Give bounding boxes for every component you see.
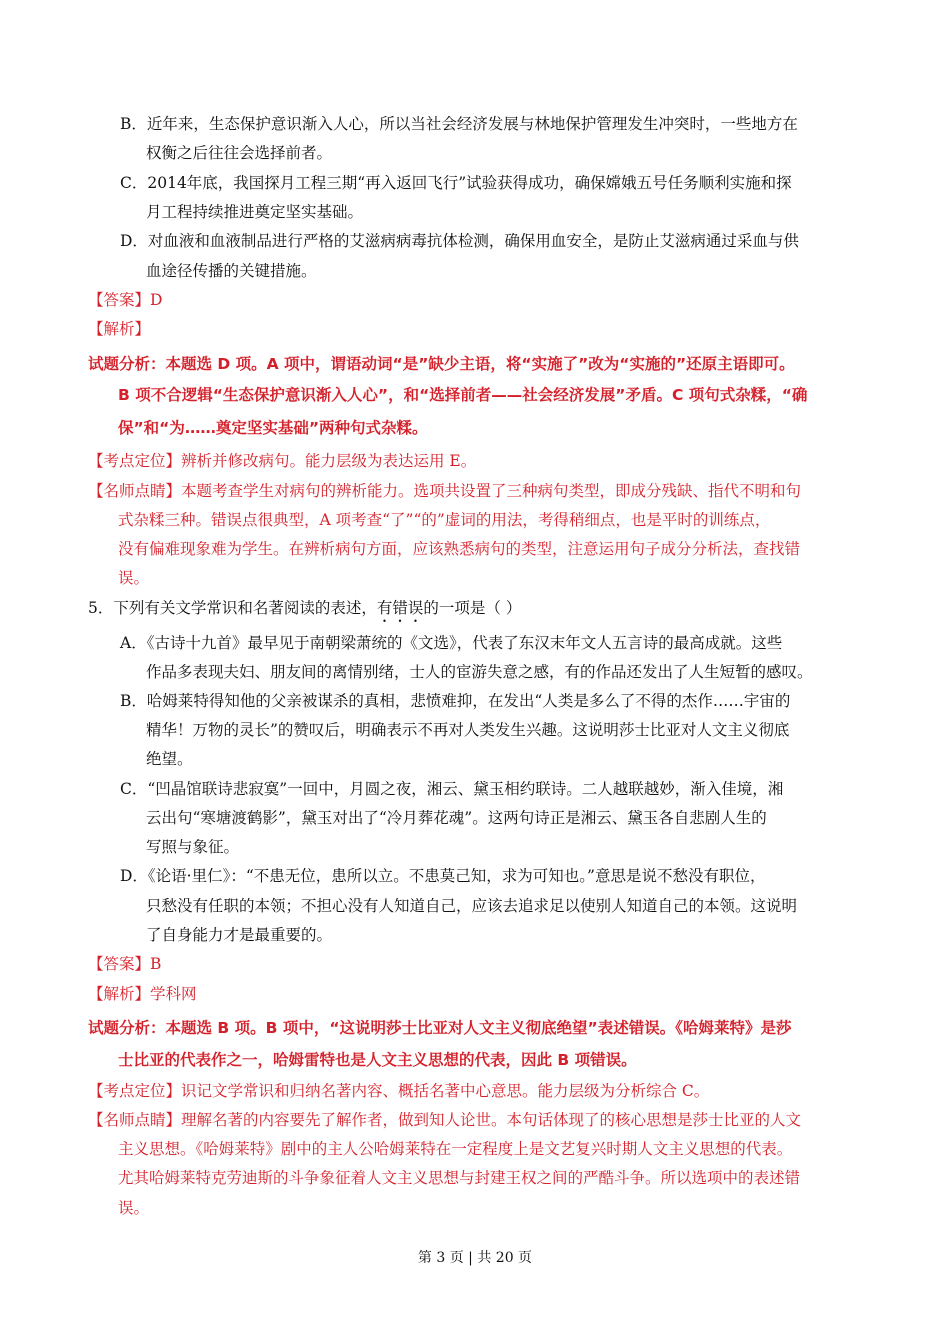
q4-kaodian: 【考点定位】辨析并修改病句。能力层级为表达运用 E。 [88,452,477,470]
q5-mingshi-line2: 主义思想。《哈姆莱特》剧中的主人公哈姆莱特在一定程度上是文艺复兴时期人文主义思想的代表。 [118,1140,793,1158]
q5-answer: 【答案】B [88,955,162,973]
q4-jiexi-label: 【解析】 [88,320,151,338]
q5-stem-suffix: 的一项是（ ） [423,599,522,617]
q5-option-c-line3: 写照与象征。 [146,838,240,856]
q5-option-b-line2: 精华！万物的灵长”的赞叹后，明确表示不再对人类发生兴趣。这说明莎士比亚对人文主义彻底 [146,721,790,739]
q5-option-b-line1: B．哈姆莱特得知他的父亲被谋杀的真相，悲愤难抑，在发出“人类是多么了不得的杰作……宇宙的 [120,692,791,710]
q4-analysis-line1: 试题分析：本题选 D 项。A 项中，谓语动词“是”缺少主语，将“实施了”改为“实施的”还原主语即可。 [88,355,795,373]
q4-analysis-line2: B 项不合逻辑“生态保护意识渐入人心”，和“选择前者——社会经济发展”矛盾。C 项句式杂糅，“确 [118,386,808,404]
q4-option-d-line2: 血途径传播的关键措施。 [146,262,317,280]
q5-option-d-line3: 了自身能力才是最重要的。 [146,926,333,944]
page-footer: 第 3 页 | 共 20 页 [417,1250,533,1266]
q4-option-b-line1: B．近年来，生态保护意识渐入人心，所以当社会经济发展与林地保护管理发生冲突时，一些地方在 [120,115,798,133]
q4-option-d-line1: D．对血液和血液制品进行严格的艾滋病病毒抗体检测，确保用血安全，是防止艾滋病通过采血与供 [120,232,799,250]
q5-option-a-line2: 作品多表现夫妇、朋友间的离情别绪，士人的宦游失意之感，有的作品还发出了人生短暂的感叹。 [146,663,813,681]
q5-option-b-line3: 绝望。 [146,750,193,768]
q5-mingshi-line4: 误。 [118,1199,150,1217]
q4-answer: 【答案】D [88,291,163,309]
q5-option-c-line1: C．“凹晶馆联诗悲寂寞”一回中，月圆之夜，湘云、黛玉相约联诗。二人越联越妙，渐入佳境，湘 [120,780,784,798]
q5-stem-prefix: 5．下列有关文学常识和名著阅读的表述， [88,599,377,617]
q5-kaodian: 【考点定位】识记文学常识和归纳名著内容、概括名著中心意思。能力层级为分析综合 C。 [88,1082,710,1100]
q5-mingshi-line3: 尤其哈姆莱特克劳迪斯的斗争象征着人文主义思想与封建王权之间的严酷斗争。所以选项中的表述错 [118,1169,801,1187]
q4-analysis-line3: 保”和“为……奠定坚实基础”两种句式杂糅。 [118,419,428,437]
q5-stem [88,598,521,626]
q5-option-d-line2: 只愁没有任职的本领；不担心没有人知道自己，应该去追求足以使别人知道自己的本领。这说明 [146,897,798,915]
q4-option-c-line2: 月工程持续推进奠定坚实基础。 [146,203,364,221]
q4-option-b-line2: 权衡之后往往会选择前者。 [146,144,333,162]
q5-jiexi-label: 【解析】学科网 [88,985,197,1003]
q5-option-c-line2: 云出句“寒塘渡鹤影”，黛玉对出了“冷月葬花魂”。这两句诗正是湘云、黛玉各自悲剧人生的 [146,809,767,827]
q4-mingshi-line3: 没有偏难现象难为学生。在辨析病句方面，应该熟悉病句的类型，注意运用句子成分分析法，查找错 [118,540,801,558]
q4-mingshi-line4: 误。 [118,569,150,587]
q4-mingshi-line2: 式杂糅三种。错误点很典型，A 项考查“了”“的”虚词的用法，考得稍细点，也是平时的训练点， [118,511,771,529]
q5-option-d-line1: D．《论语·里仁》：“不患无位，患所以立。不患莫己知，求为可知也。”意思是说不愁没有职位， [120,867,766,885]
q5-stem-emphasis: 有错误 [376,599,424,617]
q5-analysis-line1: 试题分析：本题选 B 项。B 项中，“这说明莎士比亚对人文主义彻底绝望”表述错误。《哈姆莱特》是莎 [88,1019,792,1037]
q4-option-c-line1: C．2014年底，我国探月工程三期“再入返回飞行”试验获得成功，确保嫦娥五号任务顺利实施和探 [120,174,792,192]
q5-option-a-line1: A．《古诗十九首》最早见于南朝梁萧统的《文选》，代表了东汉末年文人五言诗的最高成就。这些 [120,634,783,652]
q5-mingshi-line1: 【名师点睛】理解名著的内容要先了解作者，做到知人论世。本句话体现了的核心思想是莎士比亚的人文 [88,1111,802,1129]
q5-analysis-line2: 士比亚的代表作之一，哈姆雷特也是人文主义思想的代表，因此 B 项错误。 [118,1051,637,1069]
q4-mingshi-line1: 【名师点睛】本题考查学生对病句的辨析能力。选项共设置了三种病句类型，即成分残缺、指代不明和句 [88,482,802,500]
